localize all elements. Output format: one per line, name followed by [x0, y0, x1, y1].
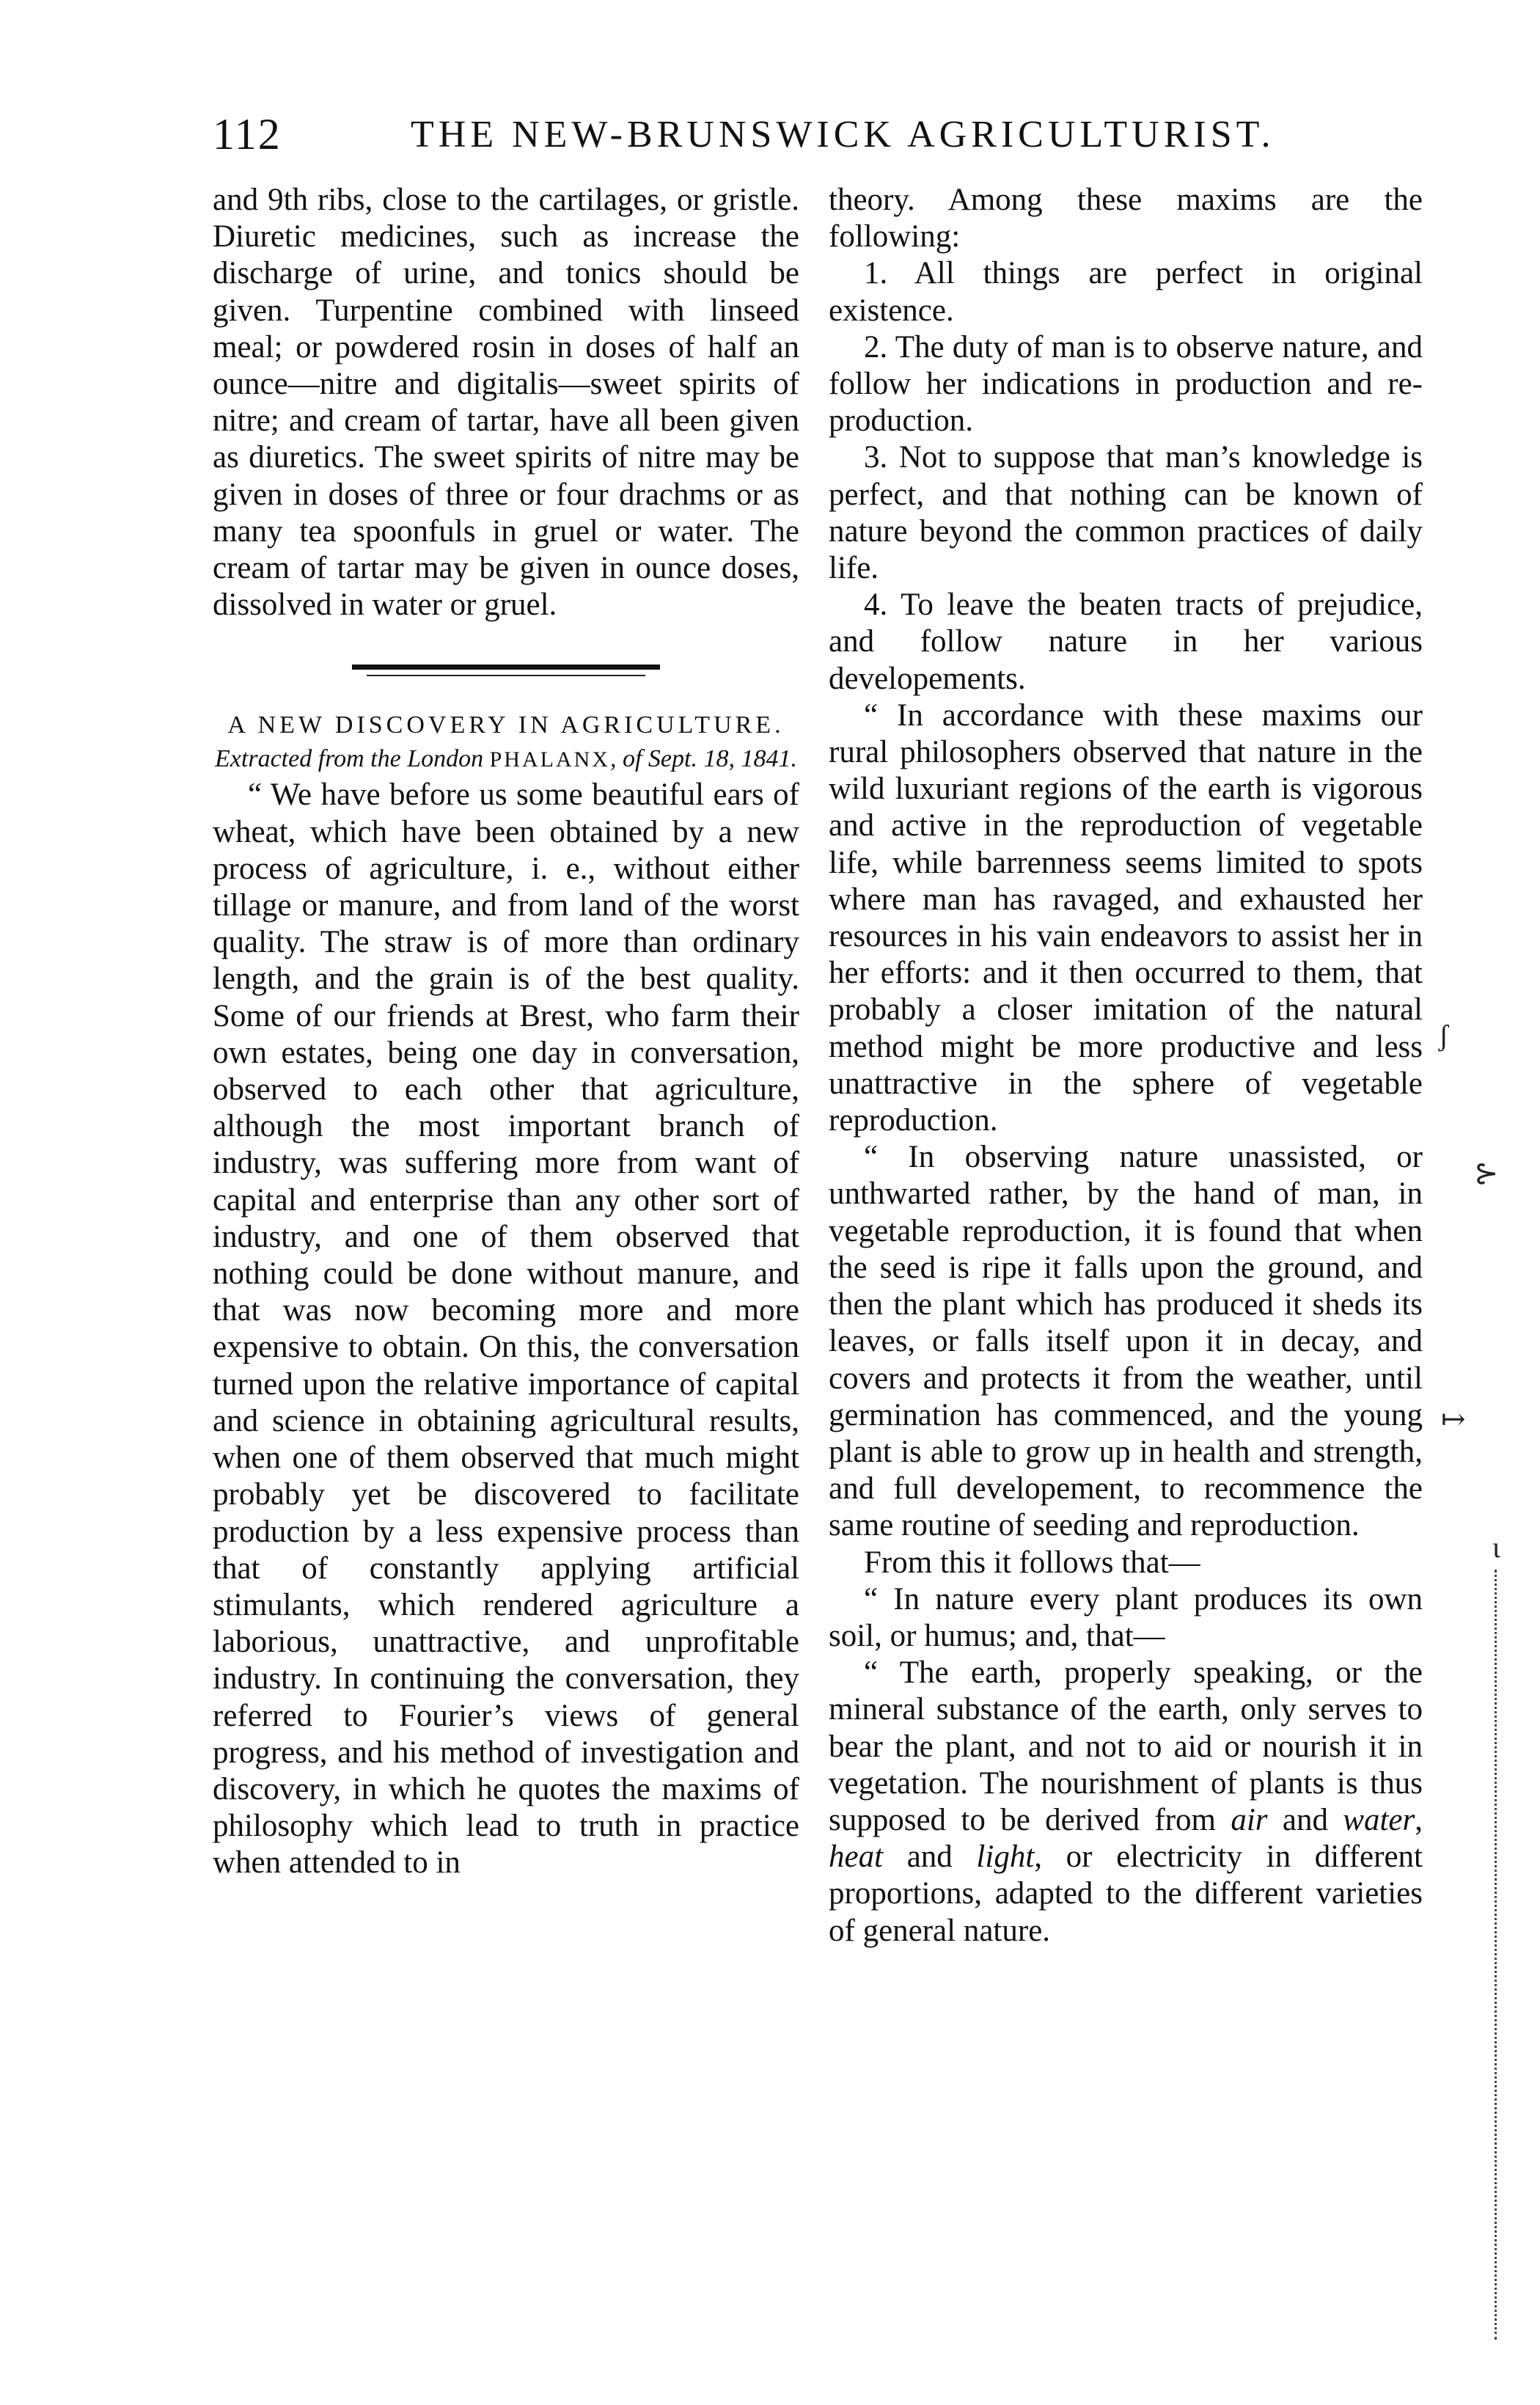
margin-edge-speckle — [1495, 1570, 1504, 2340]
paragraph: “ In nature every plant produces its own soil, or humus; and, that— — [829, 1581, 1423, 1653]
list-item: 1. All things are perfect in original existence. — [829, 256, 1423, 328]
article-title: A NEW DISCOVERY IN AGRICULTURE. — [227, 711, 785, 739]
right-column — [829, 182, 1423, 1950]
list-item: 3. Not to suppose that man’s knowledge is perfect, and that nothing can be known of nature beyond the common practices of daily life. — [829, 440, 1423, 586]
paragraph: “ The earth, properly speaking, or the mineral substance of the earth, only serves to bear the plant, and not to aid or nourish it in vegetation. The nourishment of plants is thus supposed to be derived from air and water, heat and light, or electricity in different proportions, adapted to the different varieties of general nature. — [829, 1655, 1423, 1948]
margin-annotation: ⊱ — [1474, 1157, 1499, 1190]
text-run: and — [906, 1840, 953, 1875]
list-item: 4. To leave the beaten tracts of prejudice, and follow nature in her various developements. — [829, 587, 1423, 696]
section-divider — [352, 665, 660, 676]
paragraph: From this it follows that— — [864, 1545, 1200, 1580]
source-prefix: Extracted from the London — [215, 745, 484, 773]
source-date: , of Sept. 18, 1841. — [609, 745, 797, 773]
article-source — [213, 742, 799, 777]
paragraph: “ In observing nature unassisted, or unthwarted rather, by the hand of man, in vegetable reproduction, it is found that when the seed is ripe it falls upon the ground, and then the plant which has produced it sheds its leaves, or falls itself upon it in decay, and covers and protects it from the weather, until germination has commenced, and the young plant is able to grow up in health and strength, and full developement, to recommence the same routine of seeding and reproduction. — [829, 1140, 1423, 1543]
text-run: , or electricity in different proportions, adapted to the different varieties of general nature. — [829, 1840, 1423, 1948]
emphasis-water: water — [1343, 1802, 1415, 1837]
divider-thin-rule — [367, 675, 645, 676]
source-publication: PHALANX — [489, 747, 610, 772]
paragraph: “ We have before us some beautiful ears of wheat, which have been obtained by a new process of agriculture, i. e., without either tillage or manure, and from land of the worst quality. The straw is of more than ordinary length, and the grain is of the best quality. Some of our friends at Brest, who farm their own estates, being one day in conversation, observed to each other that agriculture, although the most important branch of industry, was suffering more from want of capital and enterprise than any other sort of industry, and one of them observed that nothing could be done without manure, and that was now becoming more and more expensive to obtain. On this, the conversation turned upon the relative importance of capital and science in obtaining agricultural results, when one of them observed that much might probably yet be discovered to facilitate production by a less expensive process than that of constantly applying artificial stimulants, which rendered agriculture a laborious, unattractive, and unprofitable industry. In continuing the conversation, they referred to Fourier’s views of general progress, and his method of investigation and discovery, in which he quotes the maxims of philosophy which lead to truth in practice when attended to in — [213, 777, 799, 1881]
paragraph: and 9th ribs, close to the cartilages, or gristle. Diuretic medicines, such as increase the discharge of urine, and tonics should be given. Turpentine combined with linseed meal; or powdered rosin in doses of half an ounce—nitre and digitalis—sweet spirits of nitre; and cream of tartar, have all been given as diuretics. The sweet spirits of nitre may be given in doses of three or four drachms or as many tea spoonfuls in gruel or water. The cream of tartar may be given in ounce doses, dissolved in water or gruel. — [213, 183, 799, 623]
emphasis-heat: heat — [829, 1840, 884, 1875]
paragraph: “ In accordance with these maxims our rural philosophers observed that nature in the wild luxuriant regions of the earth is vigorous and active in the reproduction of vegetable life, while barrenness seems limited to spots where man has ravaged, and exhausted her resources in his vain endeavors to assist her in her efforts: and it then occurred to them, that probably a closer imitation of the natural method might be more productive and less unattractive in the sphere of vegetable reproduction. — [829, 698, 1423, 1138]
paragraph: theory. Among these maxims are the following: — [829, 183, 1423, 255]
running-title: THE NEW-BRUNSWICK AGRICULTURIST. — [411, 114, 1275, 155]
margin-annotation: ʃ — [1439, 1019, 1449, 1052]
divider-thick-rule — [352, 665, 660, 670]
page-number: 112 — [213, 110, 282, 158]
text-run: “ The earth, properly speaking, or the mineral substance of the earth, only serves to bear the plant, and not to aid or nourish it in vegetation. The nourishment of plants is thus supposed to be derived from — [829, 1655, 1423, 1837]
list-item: 2. The duty of man is to observe nature, and follow her indications in production and re-production. — [829, 329, 1423, 439]
margin-annotation: ↦ — [1441, 1402, 1466, 1435]
left-column — [213, 182, 799, 1882]
emphasis-light: light — [976, 1840, 1035, 1875]
margin-annotation: ɩ — [1492, 1531, 1500, 1564]
text-run: and — [1282, 1802, 1328, 1837]
emphasis-air: air — [1231, 1802, 1268, 1837]
